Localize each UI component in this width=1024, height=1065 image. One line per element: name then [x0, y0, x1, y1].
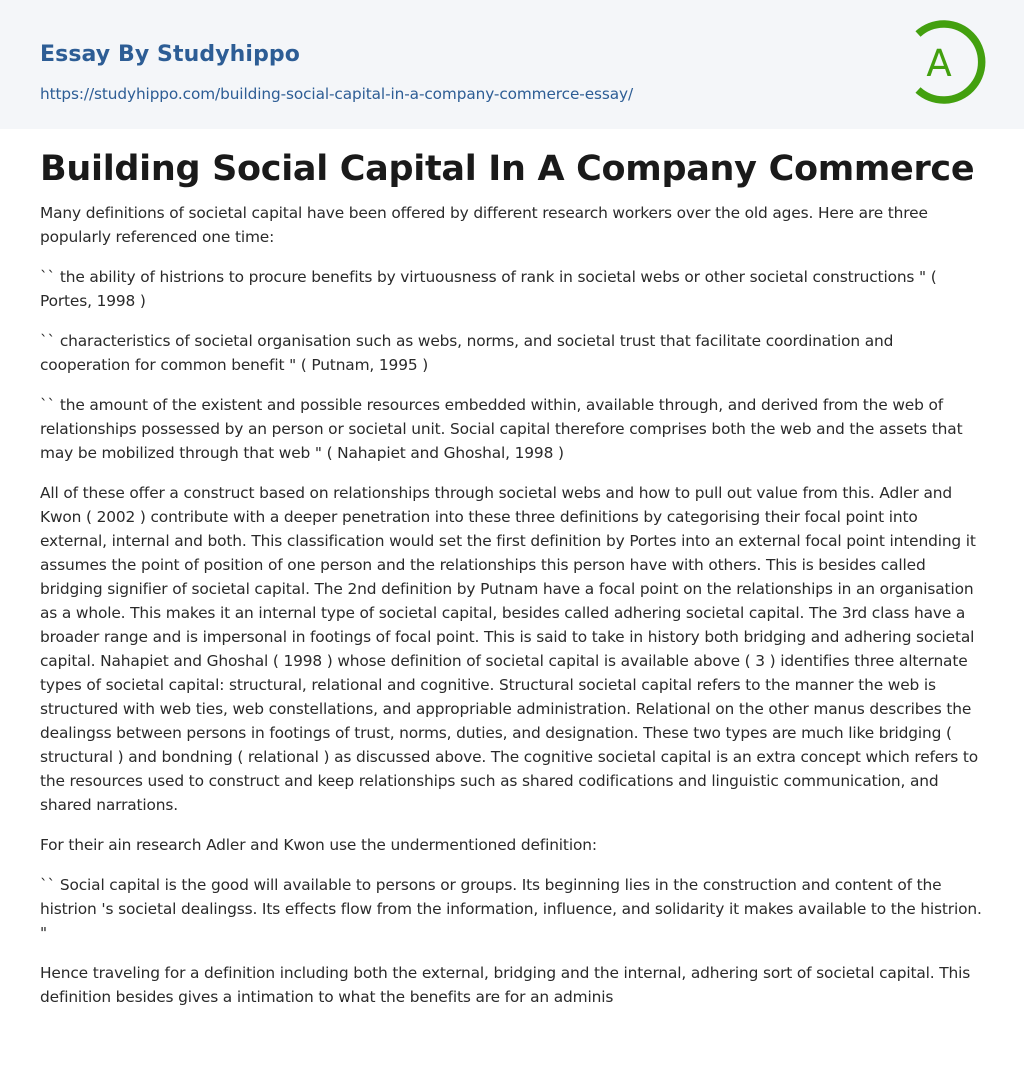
- essay-url-link[interactable]: https://studyhippo.com/building-social-capital-in-a-company-commerce-essay/: [40, 85, 634, 103]
- page-title: Building Social Capital In A Company Commerce: [40, 149, 975, 189]
- article-paragraph: For their ain research Adler and Kwon use the undermentioned definition:: [40, 836, 597, 854]
- article-paragraph: All of these offer a construct based on relationships through societal webs and how to pull out value from this. Adler and Kwon ( 2002 ) contribute with a deeper penetration into these three definitions by categorising their focal point into external, internal and both. This classification would set the first definition by Portes into an external focal point intending it assumes the point of position of one person and the relationships this person have with others. This is besides called bridging signifier of societal capital. The 2nd definition by Putnam have a focal point on the relationships in an organisation as a whole. This makes it an internal type of societal capital, besides called adhering societal capital. The 3rd class have a broader range and is impersonal in footings of focal point. This is said to take in history both bridging and adhering societal capital. Nahapiet and Ghoshal ( 1998 ) whose definition of societal capital is available above ( 3 ) identifies three alternate types of societal capital: structural, relational and cognitive. Structural societal capital refers to the manner the web is structured with web ties, web constellations, and appropriable administration. Relational on the other manus describes the dealingss between persons in footings of trust, norms, duties, and designation. These two types are much like bridging ( structural ) and bondning ( relational ) as discussed above. The cognitive societal capital is an extra concept which refers to the resources used to construct and keep relationships such as shared codifications and linguistic communication, and shared narrations.: [40, 484, 979, 814]
- studyhippo-logo-icon[interactable]: [908, 18, 988, 106]
- svg-text:A: A: [926, 42, 952, 85]
- article-paragraph: Hence traveling for a definition including both the external, bridging and the internal, adhering sort of societal capital. This definition besides gives a intimation to what the benefits are for an adminis: [40, 964, 971, 1006]
- quote-paragraph-adler-kwon: `` Social capital is the good will available to persons or groups. Its beginning lies in the construction and content of the histrion 's societal dealingss. Its effects flow from the information, influence, and solidarity it makes available to the histrion. ": [40, 876, 982, 942]
- article-paragraph: Many definitions of societal capital have been offered by different research workers over the old ages. Here are three popularly referenced one time:: [40, 204, 928, 246]
- site-header: [0, 0, 1024, 129]
- quote-paragraph-portes: `` the ability of histrions to procure benefits by virtuousness of rank in societal webs or other societal constructions " ( Portes, 1998 ): [40, 268, 937, 310]
- quote-paragraph-putnam: `` characteristics of societal organisation such as webs, norms, and societal trust that facilitate coordination and cooperation for common benefit " ( Putnam, 1995 ): [40, 332, 894, 374]
- brand-title: Essay By Studyhippo: [40, 42, 300, 67]
- article: [0, 149, 1024, 1009]
- quote-paragraph-nahapiet: `` the amount of the existent and possible resources embedded within, available through, and derived from the web of relationships possessed by an person or societal unit. Social capital therefore comprises both the web and the assets that may be mobilized through that web " ( Nahapiet and Ghoshal, 1998 ): [40, 396, 963, 462]
